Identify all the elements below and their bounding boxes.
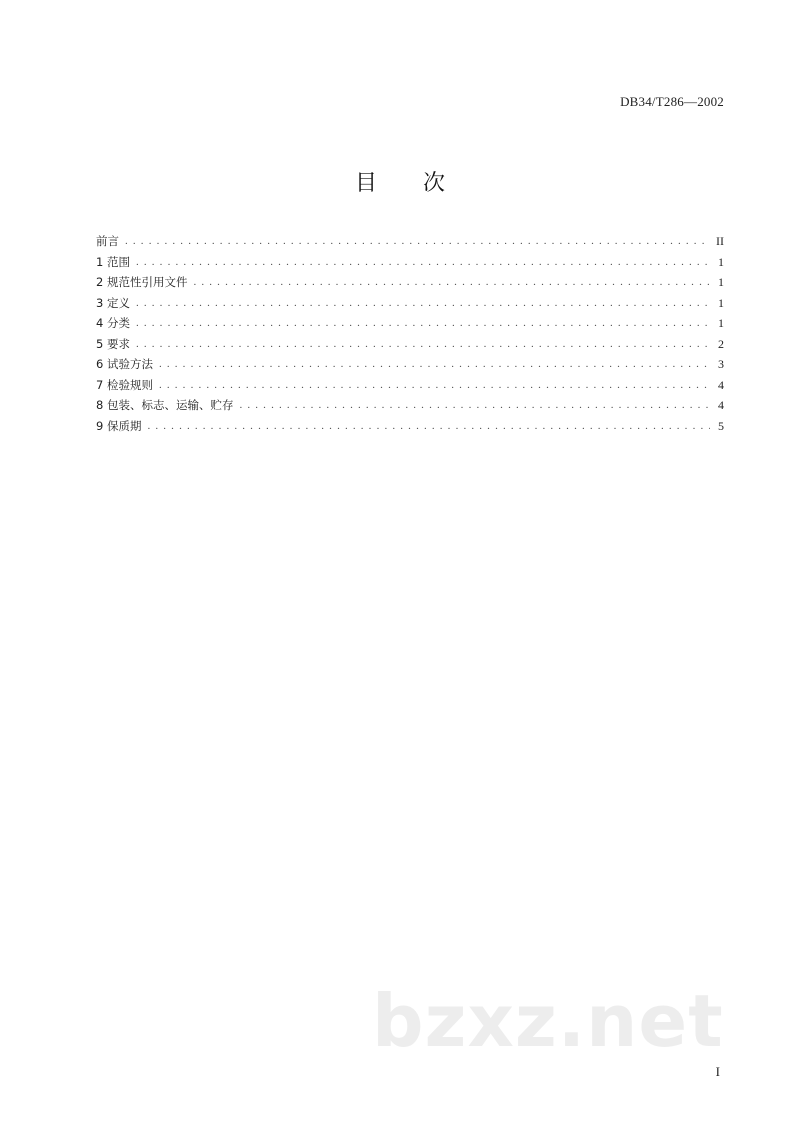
- toc-entry-classification[interactable]: [96, 313, 724, 334]
- toc-entry-definitions[interactable]: [96, 293, 724, 314]
- toc-entry-packaging[interactable]: [96, 395, 724, 416]
- toc-title-char-2: 次: [423, 171, 446, 196]
- toc-leader-dots: [136, 293, 710, 314]
- toc-entry-shelf-life[interactable]: [96, 416, 724, 437]
- page-number: I: [715, 1064, 720, 1079]
- toc-entry-page: 1: [718, 254, 724, 269]
- toc-entry-requirements[interactable]: [96, 334, 724, 355]
- toc-entry-page: 4: [718, 377, 724, 392]
- toc-leader-dots: [125, 231, 710, 252]
- toc-leader-dots: [136, 252, 710, 273]
- toc-entry-label: 前言: [96, 234, 119, 248]
- toc-entry-page: 3: [718, 357, 724, 371]
- toc-entry-label: 3 定义: [96, 295, 130, 310]
- toc-entry-page: 1: [718, 295, 724, 310]
- toc-entry-page: 5: [718, 418, 724, 433]
- toc-leader-dots: [159, 375, 710, 396]
- toc-entry-label: 7 检验规则: [96, 377, 153, 392]
- toc-entry-label: 4 分类: [96, 316, 130, 330]
- toc-title: [0, 166, 800, 197]
- toc-title-char-1: 目: [354, 171, 377, 196]
- toc-entry-test-methods[interactable]: [96, 354, 724, 375]
- toc-leader-dots: [147, 416, 710, 437]
- toc-entry-label: 5 要求: [96, 336, 130, 351]
- toc-entry-scope[interactable]: [96, 252, 724, 273]
- table-of-contents: [96, 231, 724, 436]
- toc-entry-page: II: [716, 234, 724, 248]
- toc-entry-label: 6 试验方法: [96, 357, 153, 371]
- toc-leader-dots: [159, 354, 710, 375]
- toc-leader-dots: [239, 395, 710, 416]
- watermark: bzxz.net: [372, 979, 724, 1063]
- toc-leader-dots: [136, 334, 710, 355]
- toc-entry-label: 1 范围: [96, 254, 130, 269]
- toc-entry-foreword[interactable]: [96, 231, 724, 252]
- toc-entry-label: 9 保质期: [96, 418, 142, 433]
- toc-entry-label: 8 包装、标志、运输、贮存: [96, 398, 234, 412]
- toc-entry-normative-references[interactable]: [96, 272, 724, 293]
- toc-entry-label: 2 规范性引用文件: [96, 275, 188, 289]
- toc-leader-dots: [193, 272, 710, 293]
- toc-entry-page: 1: [718, 275, 724, 289]
- toc-leader-dots: [136, 313, 710, 334]
- toc-entry-inspection-rules[interactable]: [96, 375, 724, 396]
- toc-entry-page: 4: [718, 398, 724, 412]
- toc-entry-page: 2: [718, 336, 724, 351]
- toc-entry-page: 1: [718, 316, 724, 330]
- document-code: DB34/T286—2002: [620, 94, 724, 109]
